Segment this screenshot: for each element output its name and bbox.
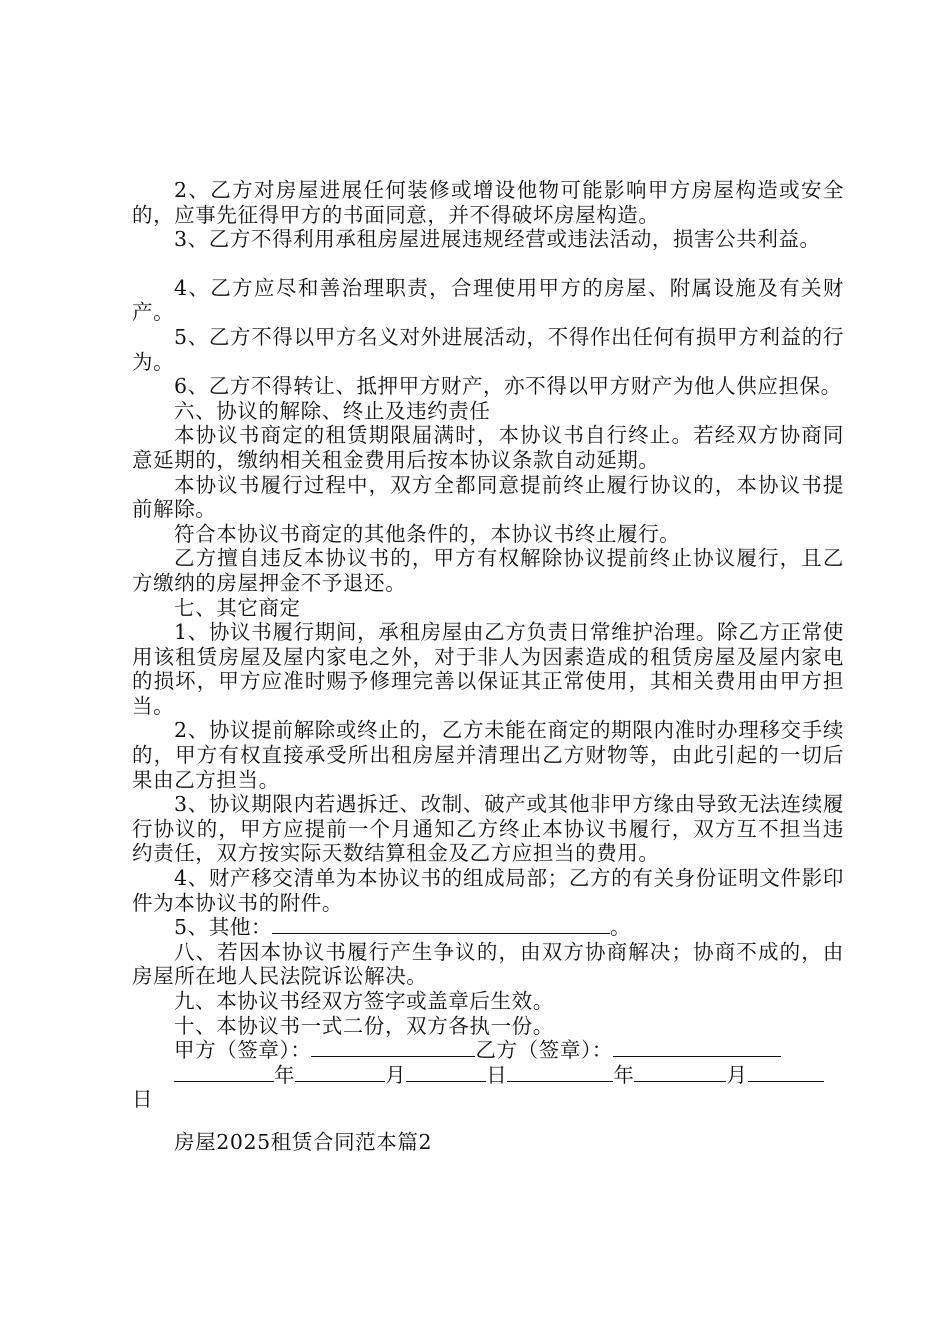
clause-2-renovation: 2、乙方对房屋进展任何装修或增设他物可能影响甲方房屋构造或安全的，应事先征得甲方的书面同意，并不得破坏房屋构造。 (132, 178, 844, 227)
party-a-year-label: 年 (274, 1062, 296, 1087)
party-a-day-line[interactable] (406, 1063, 486, 1082)
party-a-day-label: 日 (486, 1062, 508, 1087)
termination-mutual: 本协议书履行过程中，双方全都同意提前终止履行协议的，本协议书提前解除。 (132, 472, 844, 522)
other-clause-4-attachments: 4、财产移交清单为本协议书的组成局部；乙方的有关身份证明文件影印件为本协议书的附件。 (132, 866, 844, 915)
other-clause-5-label: 5、其他： (174, 915, 273, 940)
party-a-month-label: 月 (385, 1062, 407, 1087)
other-clause-3-force-majeure: 3、协议期限内若遇拆迁、改制、破产或其他非甲方缘由导致无法连续履行协议的，甲方应提前一个月通知乙方终止本协议书履行，双方互不担当违约责任，双方按实际天数结算租金及乙方应担当的费用。 (132, 792, 844, 866)
other-clause-2-handover: 2、协议提前解除或终止的，乙方未能在商定的期限内准时办理移交手续的，甲方有权直接承受所出租房屋并清理出乙方财物等，由此引起的一切后果由乙方担当。 (132, 718, 844, 792)
section-7-heading: 七、其它商定 (174, 595, 301, 620)
section-6-heading: 六、协议的解除、终止及违约责任 (174, 398, 491, 423)
party-b-month-line[interactable] (634, 1063, 726, 1082)
party-b-day-line[interactable] (748, 1063, 824, 1082)
date-row (132, 1063, 844, 1088)
next-contract-title: 房屋2025租赁合同范本篇2 (174, 1129, 433, 1154)
party-b-year-line[interactable] (507, 1063, 613, 1082)
party-a-signature-line[interactable] (311, 1038, 475, 1057)
other-clause-5-fill-line[interactable] (272, 915, 610, 934)
signature-row (132, 1038, 844, 1063)
clause-5-name-use: 5、乙方不得以甲方名义对外进展活动，不得作出任何有损甲方利益的行为。 (132, 324, 844, 374)
section-8-dispute: 八、若因本协议书履行产生争议的，由双方协商解决；协商不成的，由房屋所在地人民法院诉讼解决。 (132, 939, 844, 989)
termination-breach: 乙方擅自违反本协议书的，甲方有权解除协议提前终止协议履行，且乙方缴纳的房屋押金不予退还。 (132, 546, 844, 595)
section-10-copies: 十、本协议书一式二份，双方各执一份。 (174, 1013, 554, 1038)
party-a-signature-label: 甲方（签章）： (174, 1038, 312, 1063)
party-b-year-label: 年 (613, 1062, 635, 1087)
other-clause-5-blank (132, 915, 844, 940)
party-b-day-label: 日 (132, 1087, 154, 1112)
clause-6-transfer: 6、乙方不得转让、抵押甲方财产，亦不得以甲方财产为他人供应担保。 (174, 374, 842, 399)
party-b-month-label: 月 (726, 1062, 748, 1087)
clause-4-management: 4、乙方应尽和善治理职责，合理使用甲方的房屋、附属设施及有关财产。 (132, 275, 844, 325)
party-a-month-line[interactable] (295, 1063, 385, 1082)
party-b-signature-line[interactable] (613, 1038, 781, 1057)
contract-body (132, 178, 844, 1155)
other-clause-5-end: 。 (610, 915, 632, 940)
termination-conditions: 符合本协议书商定的其他条件的，本协议书终止履行。 (174, 521, 681, 546)
other-clause-1-maintenance: 1、协议书履行期间，承租房屋由乙方负责日常维护治理。除乙方正常使用该租赁房屋及屋内家电之外，对于非人为因素造成的租赁房屋及屋内家电的损坏，甲方应准时赐予修理完善以保证其正常使用，其相关费用由甲方担当。 (132, 620, 844, 718)
date-row-tail (132, 1087, 844, 1112)
party-b-signature-label: 乙方（签章）： (475, 1038, 613, 1063)
clause-3-illegal-use: 3、乙方不得利用承租房屋进展违规经营或违法活动，损害公共利益。 (174, 227, 821, 252)
party-a-year-line[interactable] (174, 1063, 274, 1082)
section-9-effect: 九、本协议书经双方签字或盖章后生效。 (174, 989, 554, 1013)
termination-expiry: 本协议书商定的租赁期限届满时，本协议书自行终止。若经双方协商同意延期的，缴纳相关租金费用后按本协议条款自动延期。 (132, 423, 844, 472)
